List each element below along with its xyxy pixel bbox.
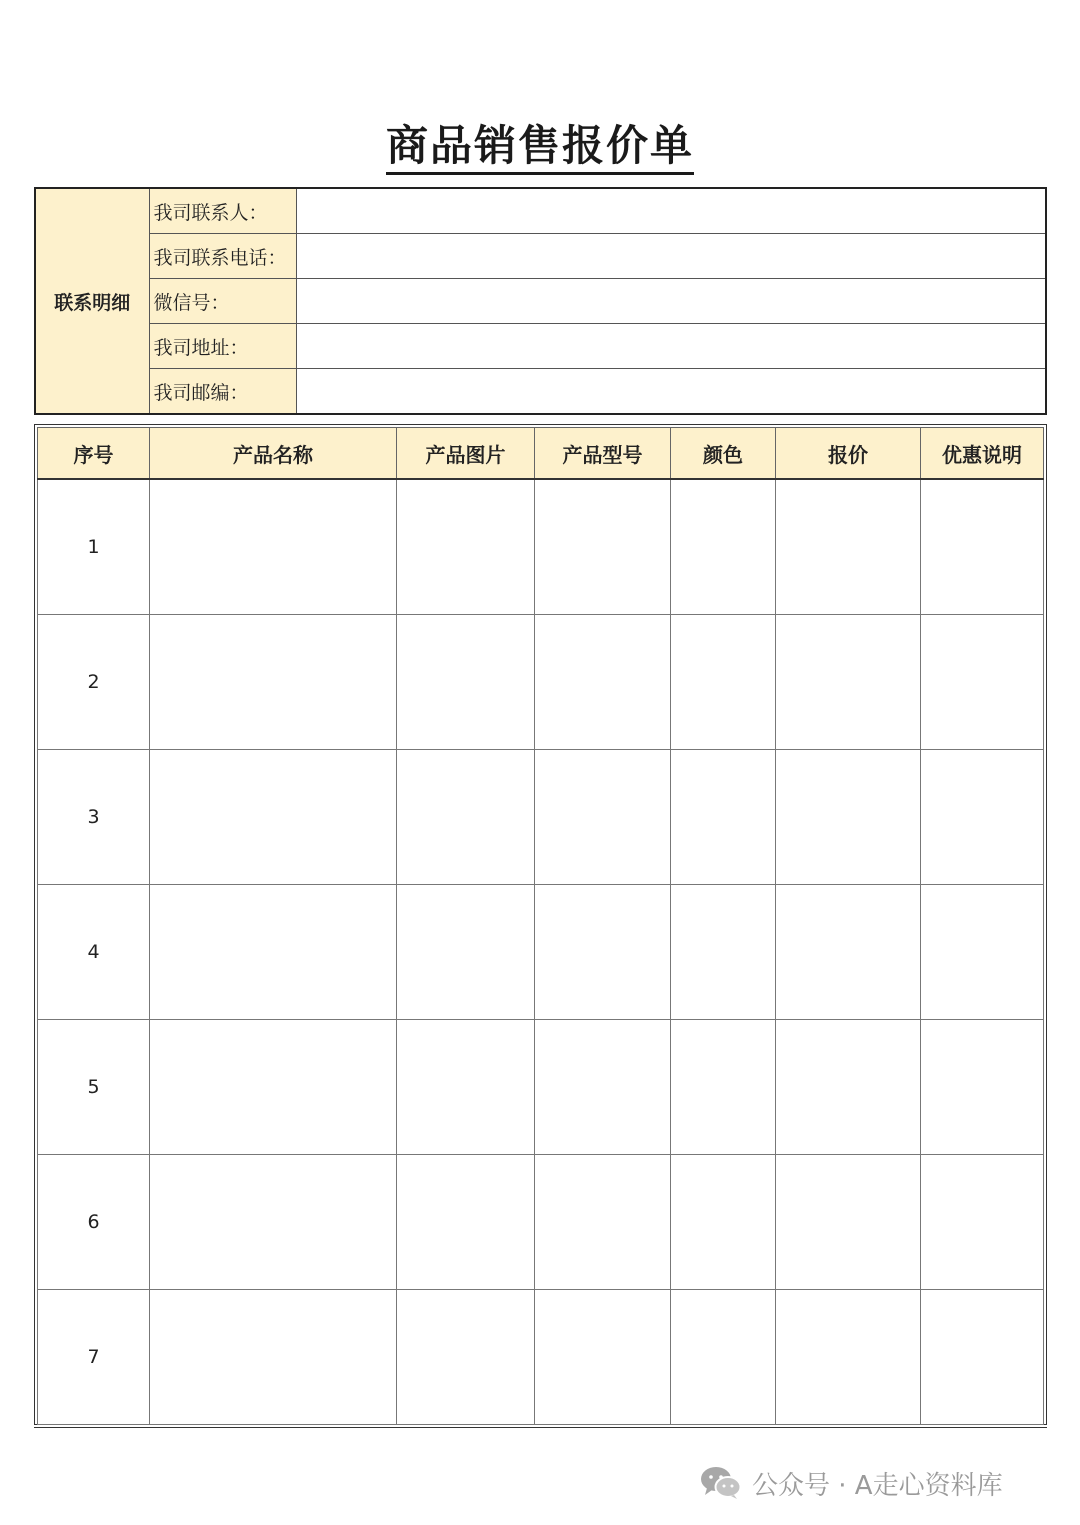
product-image-cell[interactable] (397, 750, 535, 885)
discount-note-cell[interactable] (921, 750, 1044, 885)
wechat-id-field[interactable] (296, 279, 1046, 324)
header-discount-note: 优惠说明 (921, 428, 1044, 480)
product-image-cell[interactable] (397, 885, 535, 1020)
product-name-cell[interactable] (150, 885, 397, 1020)
contact-table (34, 187, 1047, 415)
color-cell[interactable] (671, 479, 776, 615)
products-table (37, 427, 1044, 1425)
product-model-cell[interactable] (535, 479, 671, 615)
contact-field-label: 我司联系电话： (149, 234, 296, 279)
watermark (700, 1463, 1003, 1503)
address-field[interactable] (296, 324, 1046, 369)
product-model-cell[interactable] (535, 885, 671, 1020)
discount-note-cell[interactable] (921, 1155, 1044, 1290)
product-image-cell[interactable] (397, 1290, 535, 1425)
discount-note-cell[interactable] (921, 615, 1044, 750)
table-row (38, 750, 1044, 885)
contact-field-label: 微信号： (149, 279, 296, 324)
header-product-name: 产品名称 (150, 428, 397, 480)
contact-row (35, 279, 1046, 324)
header-product-image: 产品图片 (397, 428, 535, 480)
product-name-cell[interactable] (150, 1020, 397, 1155)
product-image-cell[interactable] (397, 1155, 535, 1290)
product-model-cell[interactable] (535, 750, 671, 885)
product-image-cell[interactable] (397, 615, 535, 750)
row-index: 2 (38, 615, 150, 750)
header-color: 颜色 (671, 428, 776, 480)
contact-phone-field[interactable] (296, 234, 1046, 279)
product-model-cell[interactable] (535, 1155, 671, 1290)
price-cell[interactable] (776, 615, 921, 750)
price-cell[interactable] (776, 1290, 921, 1425)
table-row (38, 1290, 1044, 1425)
contact-row (35, 369, 1046, 415)
document-title-wrap (0, 118, 1080, 174)
watermark-text: 公众号 · A走心资料库 (752, 1470, 1003, 1501)
product-name-cell[interactable] (150, 479, 397, 615)
header-index: 序号 (38, 428, 150, 480)
table-row (38, 1155, 1044, 1290)
contact-row (35, 188, 1046, 234)
contact-field-label: 我司联系人： (149, 188, 296, 234)
product-name-cell[interactable] (150, 750, 397, 885)
row-index: 4 (38, 885, 150, 1020)
table-row (38, 885, 1044, 1020)
row-index: 3 (38, 750, 150, 885)
contact-row (35, 234, 1046, 279)
contact-row (35, 324, 1046, 369)
contact-field-label: 我司邮编： (149, 369, 296, 415)
wechat-icon (700, 1466, 742, 1500)
header-product-model: 产品型号 (535, 428, 671, 480)
table-row (38, 615, 1044, 750)
table-row (38, 479, 1044, 615)
color-cell[interactable] (671, 1290, 776, 1425)
color-cell[interactable] (671, 1020, 776, 1155)
price-cell[interactable] (776, 1155, 921, 1290)
products-header-row (38, 428, 1044, 480)
table-row (38, 1020, 1044, 1155)
color-cell[interactable] (671, 885, 776, 1020)
contact-field-label: 我司地址： (149, 324, 296, 369)
contact-group-label: 联系明细 (35, 188, 149, 414)
row-index: 7 (38, 1290, 150, 1425)
product-name-cell[interactable] (150, 1290, 397, 1425)
row-index: 5 (38, 1020, 150, 1155)
product-name-cell[interactable] (150, 615, 397, 750)
price-cell[interactable] (776, 750, 921, 885)
product-image-cell[interactable] (397, 1020, 535, 1155)
products-frame (34, 424, 1047, 1425)
row-index: 6 (38, 1155, 150, 1290)
product-image-cell[interactable] (397, 479, 535, 615)
product-model-cell[interactable] (535, 1290, 671, 1425)
product-name-cell[interactable] (150, 1155, 397, 1290)
header-price: 报价 (776, 428, 921, 480)
contact-person-field[interactable] (296, 188, 1046, 234)
color-cell[interactable] (671, 615, 776, 750)
row-index: 1 (38, 479, 150, 615)
price-cell[interactable] (776, 479, 921, 615)
product-model-cell[interactable] (535, 1020, 671, 1155)
product-model-cell[interactable] (535, 615, 671, 750)
price-cell[interactable] (776, 885, 921, 1020)
discount-note-cell[interactable] (921, 479, 1044, 615)
postcode-field[interactable] (296, 369, 1046, 415)
color-cell[interactable] (671, 750, 776, 885)
discount-note-cell[interactable] (921, 885, 1044, 1020)
discount-note-cell[interactable] (921, 1020, 1044, 1155)
color-cell[interactable] (671, 1155, 776, 1290)
document-title: 商品销售报价单 (386, 121, 694, 175)
price-cell[interactable] (776, 1020, 921, 1155)
discount-note-cell[interactable] (921, 1290, 1044, 1425)
